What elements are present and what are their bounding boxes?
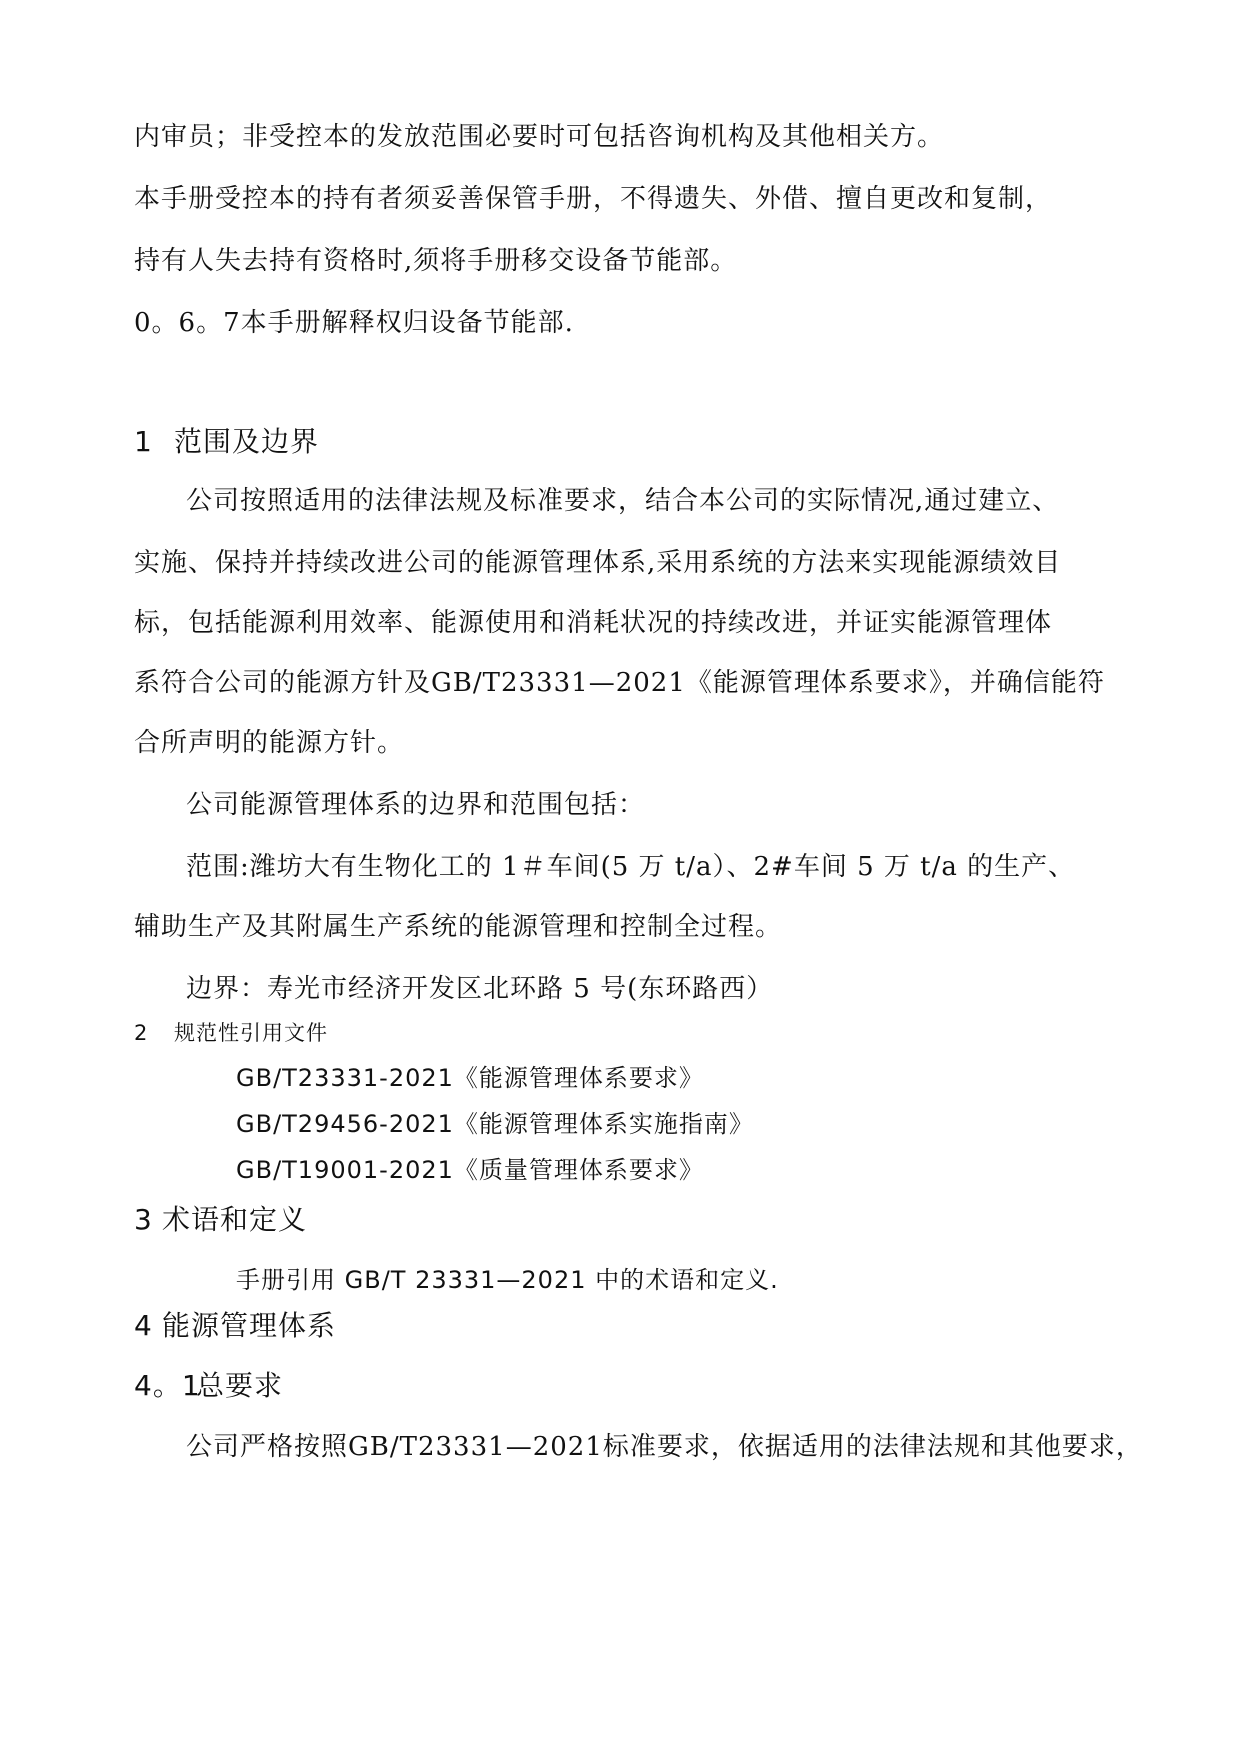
scope-line: 辅助生产及其附属生产系统的能源管理和控制全过程。	[134, 912, 783, 942]
scope-intro: 公司能源管理体系的边界和范围包括：	[186, 790, 646, 820]
section-title: 规范性引用文件	[174, 1021, 328, 1045]
section-title: 术语和定义	[162, 1203, 308, 1236]
paragraph-line: 系符合公司的能源方针及GB/T23331—2021《能源管理体系要求》，并确信能符	[134, 668, 1105, 698]
subsection-title: 总要求	[196, 1369, 284, 1402]
boundary-line: 边界：寿光市经济开发区北环路 5 号(东环路西）	[186, 974, 774, 1004]
section-title: 范围及边界	[174, 425, 320, 458]
body-line: 持有人失去持有资格时,须将手册移交设备节能部。	[134, 246, 738, 276]
section-number: 3	[134, 1203, 153, 1236]
section-3-heading	[134, 1202, 307, 1238]
section-2-heading	[134, 1019, 328, 1047]
body-line: 0。6。7本手册解释权归设备节能部.	[134, 308, 574, 338]
section-number: 1	[134, 425, 153, 458]
paragraph-line: 合所声明的能源方针。	[134, 728, 405, 758]
section-number: 4	[134, 1309, 153, 1342]
section-1-heading	[134, 424, 319, 460]
section-4-heading	[134, 1308, 336, 1344]
section-number: 2	[134, 1021, 149, 1045]
section-3-text: 手册引用 GB/T 23331—2021 中的术语和定义.	[236, 1266, 779, 1294]
paragraph-line: 标，包括能源利用效率、能源使用和消耗状况的持续改进，并证实能源管理体	[134, 608, 1053, 638]
scope-line: 范围:潍坊大有生物化工的 1＃车间(5 万 t/a）、2#车间 5 万 t/a 的生产、	[186, 852, 1076, 882]
reference-item: GB/T19001-2021《质量管理体系要求》	[236, 1156, 704, 1184]
reference-item: GB/T23331-2021《能源管理体系要求》	[236, 1064, 704, 1092]
section-title: 能源管理体系	[162, 1309, 337, 1342]
paragraph-line: 公司按照适用的法律法规及标准要求，结合本公司的实际情况,通过建立、	[186, 486, 1060, 516]
reference-item: GB/T29456-2021《能源管理体系实施指南》	[236, 1110, 754, 1138]
body-line: 本手册受控本的持有者须妥善保管手册，不得遗失、外借、擅自更改和复制，	[134, 184, 1053, 214]
paragraph-line: 实施、保持并持续改进公司的能源管理体系,采用系统的方法来实现能源绩效目	[134, 548, 1062, 578]
subsection-4-1-heading	[134, 1368, 283, 1404]
subsection-number: 4。1	[134, 1369, 201, 1402]
section-4-text: 公司严格按照GB/T23331—2021标准要求，依据适用的法律法规和其他要求，	[186, 1432, 1143, 1462]
body-line: 内审员；非受控本的发放范围必要时可包括咨询机构及其他相关方。	[134, 122, 945, 152]
